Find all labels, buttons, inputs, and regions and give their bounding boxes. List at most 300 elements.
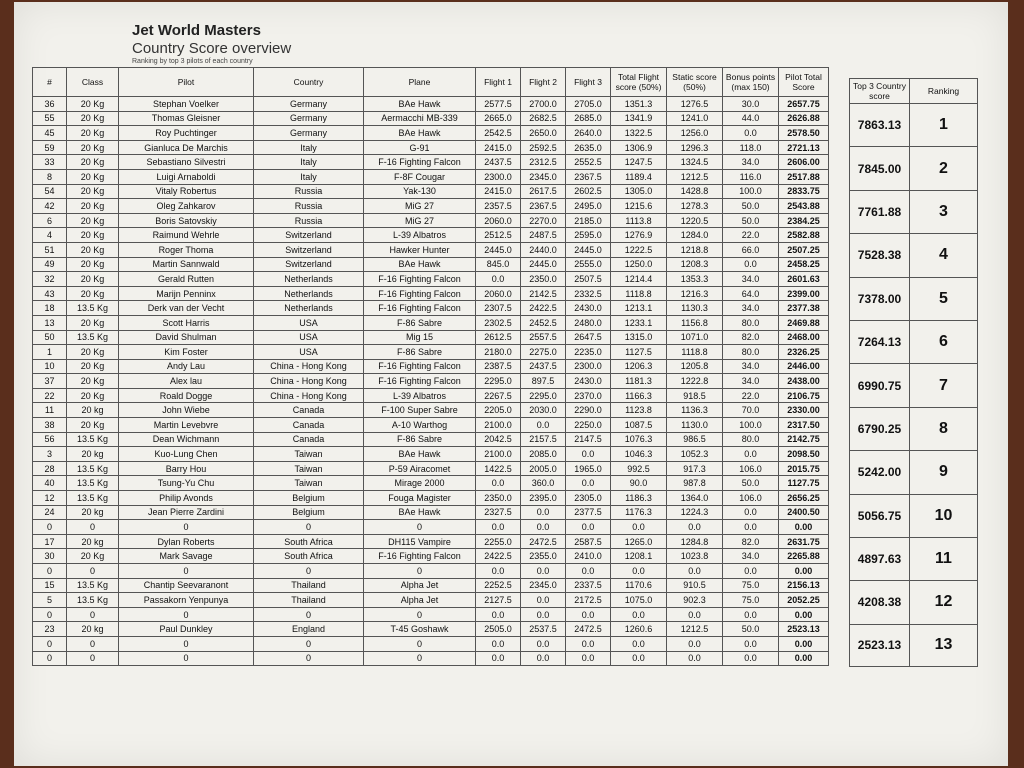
cell-bonus: 50.0 xyxy=(723,213,779,228)
cell-country: Switzerland xyxy=(254,242,364,257)
cell-total-flight: 90.0 xyxy=(611,476,667,491)
cell-pilot-total: 2507.25 xyxy=(779,242,829,257)
cell-bonus: 34.0 xyxy=(723,272,779,287)
cell-number: 54 xyxy=(33,184,67,199)
cell-country: South Africa xyxy=(254,549,364,564)
cell-flight-2: 2487.5 xyxy=(521,228,566,243)
cell-bonus: 34.0 xyxy=(723,301,779,316)
cell-flight-1: 2350.0 xyxy=(476,491,521,506)
cell-flight-2: 2275.0 xyxy=(521,345,566,360)
cell-pilot: 0 xyxy=(119,651,254,666)
cell-flight-2: 0.0 xyxy=(521,651,566,666)
cell-pilot-total: 2606.00 xyxy=(779,155,829,170)
cell-pilot-total: 2399.00 xyxy=(779,286,829,301)
cell-plane: L-39 Albatros xyxy=(364,388,476,403)
cell-plane: F-86 Sabre xyxy=(364,432,476,447)
cell-flight-2: 2085.0 xyxy=(521,447,566,462)
cell-flight-3: 2370.0 xyxy=(566,388,611,403)
cell-class: 20 Kg xyxy=(67,286,119,301)
cell-pilot-total: 2517.88 xyxy=(779,169,829,184)
cell-plane: BAe Hawk xyxy=(364,505,476,520)
cell-total-flight: 1247.5 xyxy=(611,155,667,170)
cell-class: 20 Kg xyxy=(67,126,119,141)
cell-static: 986.5 xyxy=(667,432,723,447)
cell-bonus: 34.0 xyxy=(723,549,779,564)
table-row xyxy=(33,418,829,433)
cell-country: China - Hong Kong xyxy=(254,374,364,389)
ranking-row xyxy=(850,364,978,407)
cell-number: 49 xyxy=(33,257,67,272)
cell-flight-2: 2345.0 xyxy=(521,578,566,593)
cell-total-flight: 1315.0 xyxy=(611,330,667,345)
col-header-static: Static score (50%) xyxy=(667,68,723,97)
cell-flight-3: 2445.0 xyxy=(566,242,611,257)
cell-class: 20 Kg xyxy=(67,97,119,112)
ranking-row xyxy=(850,234,978,277)
cell-plane: P-59 Airacomet xyxy=(364,461,476,476)
cell-pilot-total: 2265.88 xyxy=(779,549,829,564)
cell-static: 1278.3 xyxy=(667,199,723,214)
cell-bonus: 80.0 xyxy=(723,432,779,447)
cell-country: Canada xyxy=(254,418,364,433)
cell-plane: 0 xyxy=(364,564,476,579)
cell-pilot: Mark Savage xyxy=(119,549,254,564)
table-row xyxy=(33,461,829,476)
cell-country: Thailand xyxy=(254,593,364,608)
cell-pilot: Roald Dogge xyxy=(119,388,254,403)
cell-flight-2: 2440.0 xyxy=(521,242,566,257)
cell-country: Canada xyxy=(254,403,364,418)
cell-static: 0.0 xyxy=(667,651,723,666)
cell-pilot-total: 2156.13 xyxy=(779,578,829,593)
cell-number: 32 xyxy=(33,272,67,287)
cell-pilot: Andy Lau xyxy=(119,359,254,374)
cell-bonus: 116.0 xyxy=(723,169,779,184)
cell-bonus: 0.0 xyxy=(723,564,779,579)
cell-total-flight: 1206.3 xyxy=(611,359,667,374)
country-score: 2523.13 xyxy=(850,624,910,666)
cell-static: 0.0 xyxy=(667,636,723,651)
cell-class: 20 Kg xyxy=(67,184,119,199)
cell-country: Germany xyxy=(254,97,364,112)
cell-flight-2: 2445.0 xyxy=(521,257,566,272)
cell-number: 0 xyxy=(33,520,67,535)
cell-flight-1: 2127.5 xyxy=(476,593,521,608)
cell-total-flight: 1265.0 xyxy=(611,534,667,549)
cell-pilot-total: 0.00 xyxy=(779,651,829,666)
cell-flight-2: 2422.5 xyxy=(521,301,566,316)
cell-country: USA xyxy=(254,315,364,330)
cell-bonus: 0.0 xyxy=(723,505,779,520)
cell-flight-3: 2367.5 xyxy=(566,169,611,184)
cell-bonus: 22.0 xyxy=(723,228,779,243)
cell-class: 20 Kg xyxy=(67,140,119,155)
table-row xyxy=(33,564,829,579)
cell-flight-3: 0.0 xyxy=(566,651,611,666)
cell-pilot: Raimund Wehrle xyxy=(119,228,254,243)
cell-flight-1: 0.0 xyxy=(476,651,521,666)
cell-number: 17 xyxy=(33,534,67,549)
cell-total-flight: 1118.8 xyxy=(611,286,667,301)
cell-flight-1: 0.0 xyxy=(476,564,521,579)
cell-total-flight: 1181.3 xyxy=(611,374,667,389)
cell-number: 13 xyxy=(33,315,67,330)
cell-flight-2: 0.0 xyxy=(521,505,566,520)
cell-static: 1130.0 xyxy=(667,418,723,433)
cell-plane: Alpha Jet xyxy=(364,593,476,608)
cell-total-flight: 0.0 xyxy=(611,607,667,622)
cell-bonus: 0.0 xyxy=(723,126,779,141)
col-header-total-flight: Total Flight score (50%) xyxy=(611,68,667,97)
cell-total-flight: 1214.4 xyxy=(611,272,667,287)
country-rank: 13 xyxy=(910,624,978,666)
cell-class: 13.5 Kg xyxy=(67,476,119,491)
cell-pilot: 0 xyxy=(119,564,254,579)
cell-number: 11 xyxy=(33,403,67,418)
ranking-header-row xyxy=(850,79,978,104)
cell-static: 1324.5 xyxy=(667,155,723,170)
cell-flight-3: 0.0 xyxy=(566,476,611,491)
cell-number: 42 xyxy=(33,199,67,214)
cell-country: Italy xyxy=(254,155,364,170)
cell-country: China - Hong Kong xyxy=(254,359,364,374)
cell-total-flight: 1123.8 xyxy=(611,403,667,418)
cell-pilot: Luigi Arnaboldi xyxy=(119,169,254,184)
col-header-flight-1: Flight 1 xyxy=(476,68,521,97)
cell-flight-2: 2650.0 xyxy=(521,126,566,141)
cell-country: USA xyxy=(254,330,364,345)
cell-static: 1284.0 xyxy=(667,228,723,243)
cell-total-flight: 1351.3 xyxy=(611,97,667,112)
table-row xyxy=(33,578,829,593)
ranking-rows xyxy=(850,104,978,667)
cell-total-flight: 1213.1 xyxy=(611,301,667,316)
cell-country: Russia xyxy=(254,213,364,228)
cell-country: Switzerland xyxy=(254,228,364,243)
cell-pilot-total: 2468.00 xyxy=(779,330,829,345)
cell-number: 6 xyxy=(33,213,67,228)
cell-bonus: 50.0 xyxy=(723,476,779,491)
cell-pilot: Roger Thoma xyxy=(119,242,254,257)
cell-total-flight: 0.0 xyxy=(611,636,667,651)
cell-flight-2: 0.0 xyxy=(521,636,566,651)
cell-class: 13.5 Kg xyxy=(67,432,119,447)
cell-class: 0 xyxy=(67,607,119,622)
col-header-top3-score: Top 3 Country score xyxy=(850,79,910,104)
cell-plane: DH115 Vampire xyxy=(364,534,476,549)
cell-number: 36 xyxy=(33,97,67,112)
cell-flight-1: 2300.0 xyxy=(476,169,521,184)
col-header-flight-3: Flight 3 xyxy=(566,68,611,97)
cell-bonus: 50.0 xyxy=(723,622,779,637)
cell-plane: T-45 Goshawk xyxy=(364,622,476,637)
cell-pilot: Chantip Seevaranont xyxy=(119,578,254,593)
cell-pilot: Martin Sannwald xyxy=(119,257,254,272)
cell-country: Russia xyxy=(254,199,364,214)
country-score: 7863.13 xyxy=(850,104,910,147)
cell-pilot: 0 xyxy=(119,636,254,651)
cell-flight-2: 2345.0 xyxy=(521,169,566,184)
cell-plane: F-100 Super Sabre xyxy=(364,403,476,418)
ranking-row xyxy=(850,451,978,494)
cell-pilot-total: 2384.25 xyxy=(779,213,829,228)
cell-pilot: Tsung-Yu Chu xyxy=(119,476,254,491)
cell-bonus: 82.0 xyxy=(723,534,779,549)
cell-bonus: 75.0 xyxy=(723,593,779,608)
cell-bonus: 22.0 xyxy=(723,388,779,403)
col-header-flight-2: Flight 2 xyxy=(521,68,566,97)
cell-static: 1212.5 xyxy=(667,169,723,184)
cell-total-flight: 1260.6 xyxy=(611,622,667,637)
table-row xyxy=(33,520,829,535)
cell-static: 1224.3 xyxy=(667,505,723,520)
cell-flight-1: 2512.5 xyxy=(476,228,521,243)
cell-flight-2: 2452.5 xyxy=(521,315,566,330)
cell-pilot: Dylan Roberts xyxy=(119,534,254,549)
table-row xyxy=(33,140,829,155)
cell-total-flight: 1113.8 xyxy=(611,213,667,228)
cell-pilot: Thomas Gleisner xyxy=(119,111,254,126)
cell-pilot-total: 0.00 xyxy=(779,520,829,535)
country-score: 6990.75 xyxy=(850,364,910,407)
cell-pilot: Alex lau xyxy=(119,374,254,389)
cell-total-flight: 1305.0 xyxy=(611,184,667,199)
cell-number: 8 xyxy=(33,169,67,184)
cell-pilot-total: 2657.75 xyxy=(779,97,829,112)
cell-total-flight: 1208.1 xyxy=(611,549,667,564)
cell-static: 987.8 xyxy=(667,476,723,491)
cell-bonus: 100.0 xyxy=(723,418,779,433)
cell-flight-3: 2495.0 xyxy=(566,199,611,214)
cell-pilot-total: 0.00 xyxy=(779,607,829,622)
cell-total-flight: 1322.5 xyxy=(611,126,667,141)
cell-country: Italy xyxy=(254,169,364,184)
cell-number: 15 xyxy=(33,578,67,593)
cell-flight-1: 2505.0 xyxy=(476,622,521,637)
cell-bonus: 30.0 xyxy=(723,97,779,112)
country-rank: 12 xyxy=(910,581,978,624)
cell-flight-1: 2387.5 xyxy=(476,359,521,374)
cell-pilot-total: 2631.75 xyxy=(779,534,829,549)
col-header-pilot-total: Pilot Total Score xyxy=(779,68,829,97)
cell-pilot: Gerald Rutten xyxy=(119,272,254,287)
cell-flight-3: 2472.5 xyxy=(566,622,611,637)
cell-number: 45 xyxy=(33,126,67,141)
cell-flight-1: 0.0 xyxy=(476,607,521,622)
cell-number: 5 xyxy=(33,593,67,608)
country-score: 7528.38 xyxy=(850,234,910,277)
cell-flight-3: 2337.5 xyxy=(566,578,611,593)
table-row xyxy=(33,315,829,330)
cell-flight-3: 2555.0 xyxy=(566,257,611,272)
cell-flight-2: 2142.5 xyxy=(521,286,566,301)
cell-static: 1353.3 xyxy=(667,272,723,287)
cell-class: 20 kg xyxy=(67,447,119,462)
cell-flight-1: 2180.0 xyxy=(476,345,521,360)
pilot-score-table xyxy=(32,67,829,666)
cell-flight-2: 2617.5 xyxy=(521,184,566,199)
country-rank: 7 xyxy=(910,364,978,407)
cell-static: 1156.8 xyxy=(667,315,723,330)
cell-country: 0 xyxy=(254,564,364,579)
cell-static: 0.0 xyxy=(667,520,723,535)
cell-class: 0 xyxy=(67,651,119,666)
cell-pilot-total: 1127.75 xyxy=(779,476,829,491)
cell-pilot: Roy Puchtinger xyxy=(119,126,254,141)
cell-flight-3: 2507.5 xyxy=(566,272,611,287)
cell-static: 1208.3 xyxy=(667,257,723,272)
cell-flight-1: 2445.0 xyxy=(476,242,521,257)
cell-number: 4 xyxy=(33,228,67,243)
cell-pilot-total: 2106.75 xyxy=(779,388,829,403)
cell-country: Germany xyxy=(254,111,364,126)
cell-static: 1296.3 xyxy=(667,140,723,155)
cell-static: 910.5 xyxy=(667,578,723,593)
cell-flight-3: 2172.5 xyxy=(566,593,611,608)
cell-country: Netherlands xyxy=(254,286,364,301)
cell-static: 1023.8 xyxy=(667,549,723,564)
cell-class: 20 Kg xyxy=(67,199,119,214)
cell-flight-1: 2612.5 xyxy=(476,330,521,345)
cell-total-flight: 992.5 xyxy=(611,461,667,476)
cell-static: 1276.5 xyxy=(667,97,723,112)
cell-total-flight: 0.0 xyxy=(611,651,667,666)
country-score: 4208.38 xyxy=(850,581,910,624)
cell-static: 1071.0 xyxy=(667,330,723,345)
cell-flight-3: 2235.0 xyxy=(566,345,611,360)
cell-flight-3: 2640.0 xyxy=(566,126,611,141)
cell-static: 1136.3 xyxy=(667,403,723,418)
cell-total-flight: 0.0 xyxy=(611,564,667,579)
country-rank: 3 xyxy=(910,190,978,233)
cell-class: 13.5 Kg xyxy=(67,491,119,506)
cell-flight-3: 2185.0 xyxy=(566,213,611,228)
cell-total-flight: 1076.3 xyxy=(611,432,667,447)
cell-flight-3: 0.0 xyxy=(566,520,611,535)
country-rank: 1 xyxy=(910,104,978,147)
cell-flight-3: 2480.0 xyxy=(566,315,611,330)
cell-plane: BAe Hawk xyxy=(364,97,476,112)
cell-flight-1: 2357.5 xyxy=(476,199,521,214)
cell-number: 40 xyxy=(33,476,67,491)
cell-static: 1222.8 xyxy=(667,374,723,389)
cell-country: Russia xyxy=(254,184,364,199)
cell-flight-2: 2557.5 xyxy=(521,330,566,345)
cell-flight-3: 2587.5 xyxy=(566,534,611,549)
cell-flight-2: 0.0 xyxy=(521,520,566,535)
country-rank: 6 xyxy=(910,320,978,363)
cell-static: 1284.8 xyxy=(667,534,723,549)
cell-flight-1: 2042.5 xyxy=(476,432,521,447)
country-rank: 9 xyxy=(910,451,978,494)
cell-country: Taiwan xyxy=(254,476,364,491)
cell-flight-3: 2290.0 xyxy=(566,403,611,418)
cell-number: 0 xyxy=(33,607,67,622)
cell-plane: Mig 15 xyxy=(364,330,476,345)
col-header-country: Country xyxy=(254,68,364,97)
country-rank: 10 xyxy=(910,494,978,537)
cell-pilot-total: 2317.50 xyxy=(779,418,829,433)
cell-country: England xyxy=(254,622,364,637)
cell-flight-2: 0.0 xyxy=(521,418,566,433)
cell-class: 20 Kg xyxy=(67,228,119,243)
cell-flight-2: 2367.5 xyxy=(521,199,566,214)
cell-flight-2: 2592.5 xyxy=(521,140,566,155)
cell-flight-3: 2705.0 xyxy=(566,97,611,112)
cell-bonus: 106.0 xyxy=(723,491,779,506)
cell-plane: F-86 Sabre xyxy=(364,315,476,330)
country-score: 6790.25 xyxy=(850,407,910,450)
cell-number: 0 xyxy=(33,651,67,666)
cell-plane: F-16 Fighting Falcon xyxy=(364,155,476,170)
cell-pilot-total: 2330.00 xyxy=(779,403,829,418)
table-row xyxy=(33,199,829,214)
cell-pilot-total: 2015.75 xyxy=(779,461,829,476)
cell-flight-2: 2312.5 xyxy=(521,155,566,170)
cell-bonus: 80.0 xyxy=(723,315,779,330)
cell-class: 0 xyxy=(67,520,119,535)
cell-number: 37 xyxy=(33,374,67,389)
table-row xyxy=(33,330,829,345)
cell-class: 13.5 Kg xyxy=(67,461,119,476)
cell-plane: F-16 Fighting Falcon xyxy=(364,272,476,287)
cell-number: 23 xyxy=(33,622,67,637)
cell-flight-2: 897.5 xyxy=(521,374,566,389)
cell-static: 1241.0 xyxy=(667,111,723,126)
cell-total-flight: 1341.9 xyxy=(611,111,667,126)
cell-country: Thailand xyxy=(254,578,364,593)
cell-pilot: Derk van der Vecht xyxy=(119,301,254,316)
country-rank: 8 xyxy=(910,407,978,450)
cell-flight-2: 2472.5 xyxy=(521,534,566,549)
cell-flight-3: 2602.5 xyxy=(566,184,611,199)
cell-class: 20 Kg xyxy=(67,359,119,374)
ranking-row xyxy=(850,407,978,450)
cell-flight-1: 1422.5 xyxy=(476,461,521,476)
country-rank: 2 xyxy=(910,147,978,190)
cell-pilot: Scott Harris xyxy=(119,315,254,330)
cell-pilot: Passakorn Yenpunya xyxy=(119,593,254,608)
country-ranking-table xyxy=(849,78,978,667)
col-header-class: Class xyxy=(67,68,119,97)
cell-static: 1220.5 xyxy=(667,213,723,228)
cell-flight-3: 0.0 xyxy=(566,636,611,651)
cell-total-flight: 1222.5 xyxy=(611,242,667,257)
col-header-number: # xyxy=(33,68,67,97)
cell-number: 59 xyxy=(33,140,67,155)
cell-class: 20 Kg xyxy=(67,549,119,564)
table-row xyxy=(33,301,829,316)
cell-pilot: 0 xyxy=(119,520,254,535)
cell-flight-1: 2665.0 xyxy=(476,111,521,126)
cell-plane: MiG 27 xyxy=(364,199,476,214)
cell-pilot-total: 2626.88 xyxy=(779,111,829,126)
cell-plane: 0 xyxy=(364,651,476,666)
ranking-row xyxy=(850,581,978,624)
table-header-row xyxy=(33,68,829,97)
cell-class: 20 Kg xyxy=(67,257,119,272)
cell-pilot-total: 2377.38 xyxy=(779,301,829,316)
cell-flight-1: 2302.5 xyxy=(476,315,521,330)
cell-static: 1052.3 xyxy=(667,447,723,462)
cell-pilot: 0 xyxy=(119,607,254,622)
cell-static: 1218.8 xyxy=(667,242,723,257)
table-row xyxy=(33,359,829,374)
cell-class: 20 Kg xyxy=(67,155,119,170)
cell-static: 902.3 xyxy=(667,593,723,608)
cell-pilot: Marijn Penninx xyxy=(119,286,254,301)
table-row xyxy=(33,549,829,564)
